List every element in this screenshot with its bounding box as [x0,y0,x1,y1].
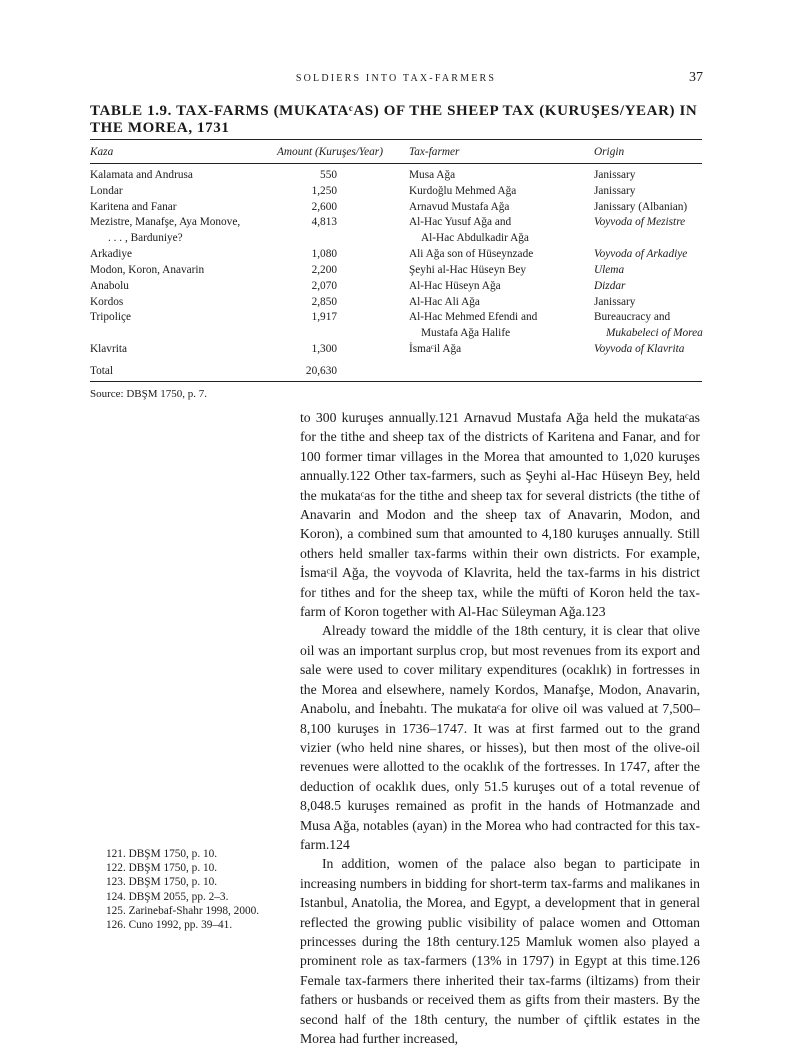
row-tax-farmer: Al-Hac Mehmed Efendi and [409,311,538,323]
body-text [300,408,700,1048]
paragraph: Already toward the middle of the 18th century, it is clear that olive oil was an important surplus crop, but most revenues from its export and sale were used to cover military expenditures (ocaklık) in fortresses in the Morea and elsewhere, namely Kordos, Manafşe, Modon, Anavarin, Anabolu, and İnebahtı. The mukataᶜa for olive oil was valued at 7,500–8,100 kuruşes in 1736–1747. It was at first farmed out to the grand vizier (who held nine shares, or hisses), but then most of the olive-oil revenues were allotted to the ocaklık of the fortresses. In 1747, after the deduction of ocaklık dues, only 51.5 kuruşes out of a total revenue of 8,048.5 kuruşes remained as profit in the hands of Hotmanzade and Musa Ağa, notables (ayan) in the Morea who had contracted for this tax-farm.124 [300,623,700,852]
row-amount: 550 [320,169,337,181]
row-origin-italic: Dizdar [594,280,626,292]
header-amount: Amount (Kuruşes/Year) [277,146,383,158]
footnote: 123. DBŞM 1750, p. 10. [106,876,218,889]
footnote: 124. DBŞM 2055, pp. 2–3. [106,890,229,903]
row-origin: Janissary (Albanian) [594,201,688,213]
row-amount: 1,300 [311,343,337,355]
table-top-rule [90,139,702,140]
row-tax-farmer-continued: Mustafa Ağa Halife [421,327,511,339]
header-origin: Origin [594,146,625,158]
row-kaza: Kalamata and Andrusa [90,169,193,181]
row-tax-farmer: Musa Ağa [409,169,456,181]
row-origin-italic: Ulema [594,264,625,276]
row-origin [594,279,625,294]
footnotes [106,847,259,932]
row-origin: Janissary [594,296,636,308]
table-source: Source: DBŞM 1750, p. 7. [90,388,208,400]
row-origin [594,342,684,357]
row-amount: 1,080 [311,248,337,260]
row-tax-farmer: Al-Hac Hüseyn Ağa [409,280,501,292]
row-amount: 2,600 [311,201,337,213]
row-tax-farmer-continued: Al-Hac Abdulkadir Ağa [421,232,529,244]
footnote: 121. DBŞM 1750, p. 10. [106,848,218,860]
table-title: TABLE 1.9. TAX-FARMS (MUKATAᶜAS) OF THE SHEEP TAX (KURUŞES/YEAR) IN THE MOREA, 1731 [90,103,698,136]
paragraph: to 300 kuruşes annually.121 Arnavud Mustafa Ağa held the mukataᶜas for the tithe and sheep tax of the districts of Karitena and Fanar, and for 100 former timar villages in the Morea that amounted to 1,020 kuruşes annually.122 Other tax-farmers, such as Şeyhi al-Hac Hüseyn Bey, held the mukataᶜas for the tithe and sheep tax for several districts (the tithe of Anavarin and Modon and the sheep tax of Anavarin, Modon, and Koron), a combined sum that amounted to 4,180 kuruşes annually. Still others held smaller tax-farms within their own districts. For example, İsmaᶜil Ağa, the voyvoda of Klavrita, held the tax-farms in his district for tithes and for the sheep tax, while the müfti of Koron held the tax-farm of Koron together with Al-Hac Süleyman Ağa.123 [300,410,700,620]
row-tax-farmer: Arnavud Mustafa Ağa [409,201,510,213]
row-origin-italic: Voyvoda of Mezistre [594,216,686,228]
row-tax-farmer: Ali Ağa son of Hüseynzade [409,248,534,260]
row-origin [594,215,685,230]
header-tax-farmer: Tax-farmer [409,146,460,158]
row-tax-farmer: İsmaᶜil Ağa [409,343,462,355]
running-head: SOLDIERS INTO TAX-FARMERS [295,73,497,84]
total-label: Total [90,365,114,377]
row-amount: 1,917 [311,311,337,323]
row-amount: 2,070 [311,280,337,292]
page-number: 37 [689,70,703,85]
total-amount: 20,630 [305,365,337,377]
footnote: 125. Zarinebaf-Shahr 1998, 2000. [106,904,260,917]
row-origin [594,263,624,278]
row-kaza: Modon, Koron, Anavarin [90,264,205,276]
row-kaza: Londar [90,185,123,197]
row-amount: 2,200 [311,264,337,276]
row-kaza: Karitena and Fanar [90,201,177,213]
table-header-rule [90,163,702,164]
paragraph: In addition, women of the palace also began to participate in increasing numbers in bidding for short-term tax-farms and malikanes in Istanbul, Anatolia, the Morea, and Egypt, a development that in general reflected the growing public visibility of palace women and Ottoman princesses during the 18th century.125 Mamluk women also played a prominent role as tax-farmers (13% in 1797) in Egypt at this time.126 Female tax-farmers there inherited their tax-farms (iltizams) from their fathers or husbands or received them as gifts from their masters. By the second half of the 18th century, the number of çiftlik estates in the Morea had further increased, [300,856,700,1046]
row-origin [594,247,687,262]
table-bottom-rule [90,381,702,382]
row-amount: 2,850 [311,296,337,308]
row-tax-farmer: Al-Hac Ali Ağa [409,296,480,308]
row-kaza: Kordos [90,296,124,308]
footnote: 122. DBŞM 1750, p. 10. [106,862,218,875]
row-kaza: Tripoliçe [90,311,132,323]
row-amount: 1,250 [311,185,337,197]
row-origin: Bureaucracy and [594,311,671,323]
row-tax-farmer: Kurdoğlu Mehmed Ağa [409,185,517,197]
row-kaza: Klavrita [90,343,128,355]
row-kaza: Mezistre, Manafşe, Aya Monove, [90,216,241,228]
row-amount: 4,813 [311,216,337,228]
row-origin-italic: Mukabeleci of Morea [606,327,703,339]
footnote: 126. Cuno 1992, pp. 39–41. [106,919,233,932]
row-origin-italic: Voyvoda of Klavrita [594,343,685,355]
row-kaza: Arkadiye [90,248,133,260]
row-tax-farmer: Al-Hac Yusuf Ağa and [409,216,512,228]
row-kaza: Anabolu [90,280,129,292]
row-tax-farmer: Şeyhi al-Hac Hüseyn Bey [409,264,527,276]
header-kaza: Kaza [90,146,114,158]
row-origin-continued [606,326,703,341]
row-kaza-continued: . . . , Barduniye? [108,232,183,244]
row-origin: Janissary [594,185,636,197]
row-origin-italic: Voyvoda of Arkadiye [594,248,688,260]
row-origin: Janissary [594,169,636,181]
